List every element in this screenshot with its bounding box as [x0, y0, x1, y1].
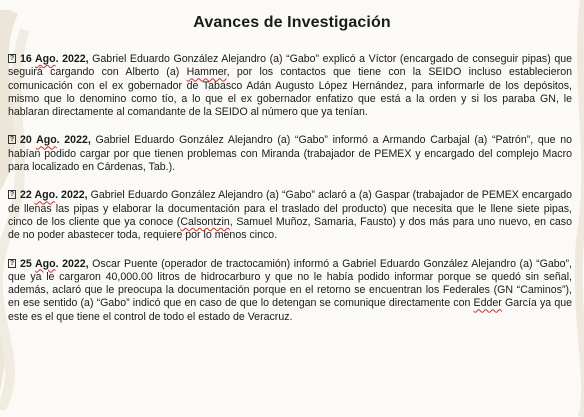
watermark-decoration-right	[574, 0, 584, 417]
entry-underlined-word: Calsontzin	[180, 215, 230, 228]
entry-20-ago	[8, 134, 572, 174]
entry-text: Gabriel Eduardo González Alejandro (a) “Gabo” informó a Armando Carbajal (a) “Patrón”, que no habían podido cargar por que tienen problemas con Miranda (trabajador de PEMEX y encargado del complejo Macro para localizado en Cárdenas, Tab.).	[8, 134, 572, 174]
entry-text: Oscar Puente (operador de tractocamión) informó a Gabriel Eduardo González Alejandro (a) “Gabo”, que ya le cargaron 40,000.00 litros de hidrocarburo y que no le había podido informar porque se quedó sin señal, además, aclaró que le preocupa la documentación porque en el retorno se encuentran los Federales (GN “Caminos”), en ese sentido (a) “Gabo” indicó que en caso de que lo detengan se comunique directamente con	[8, 257, 572, 310]
entry-text-cont: García ya que este es el que tiene el control de todo el estado de Veracruz.	[8, 297, 572, 323]
entry-22-ago	[8, 189, 572, 242]
missing-glyph-box-icon	[8, 54, 16, 63]
page-title: Avances de Investigación	[193, 14, 391, 31]
entry-date: 16 Ago. 2022,	[20, 53, 89, 65]
entry-date: 20 Ago. 2022,	[20, 134, 91, 147]
entry-text-cont: , por los contactos que tiene con la SEIDO incluso establecieron comunicación con el ex gobernador de Tabasco Adán Augusto López Hernández, para informarle de los depósitos, mismo que lo denomino como tío, a lo que el ex gobernador enfatizo que está a la orden y si los paraba GN, le hablaran directamente al comandante de la SEIDO al número que ya tenían.	[8, 66, 572, 119]
missing-glyph-box-icon	[8, 135, 16, 144]
entry-text: Gabriel Eduardo González Alejandro (a) “Gabo” aclaró a (a) Gaspar (trabajador de PEMEX encargado de llenas las pipas y elaborar la documentación para el traslado del producto) que necesita que le llene siete pipas, cinco de los cliente que ya conoce (	[8, 189, 572, 228]
missing-glyph-box-icon	[8, 259, 16, 268]
entry-text-cont: , Samuel Muñoz, Samaria, Fausto) y dos más para uno nuevo, en caso de no poder abastecer toda, requiere por lo menos cinco.	[8, 215, 572, 242]
entry-date: 25 Ago. 2022,	[20, 257, 89, 270]
entry-underlined-word: Hammer	[186, 66, 227, 79]
entry-date: 22 Ago. 2022,	[20, 189, 88, 202]
entry-16-ago	[8, 53, 572, 119]
entry-underlined-word: Edder	[473, 297, 502, 310]
missing-glyph-box-icon	[8, 190, 16, 199]
entries-list	[8, 53, 572, 324]
entry-25-ago	[8, 258, 572, 324]
entry-text: Gabriel Eduardo González Alejandro (a) “Gabo” explicó a Víctor (encargado de conseguir pipas) que seguirá cargando con Alberto (a)	[8, 53, 572, 79]
